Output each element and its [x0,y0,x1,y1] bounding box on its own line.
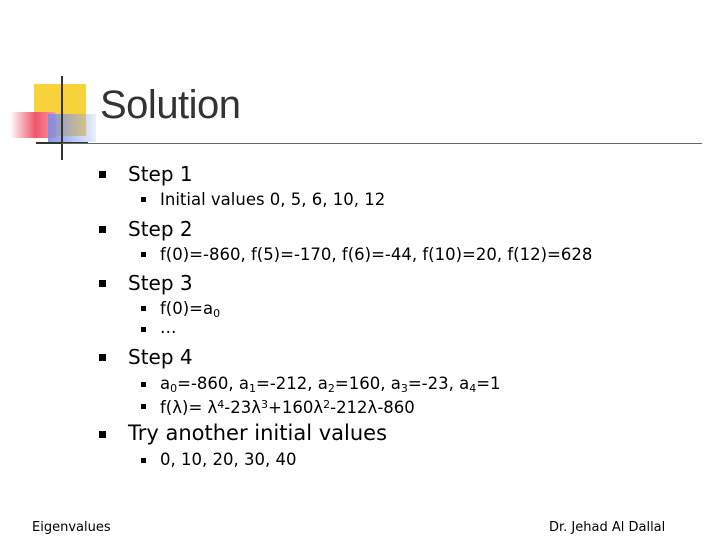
slide-title: Solution [100,83,241,127]
sub-bullet-icon [141,404,146,409]
coef-letter: a [238,374,250,393]
sub-bullet-icon [141,197,146,202]
step2-function-values: f(0)=-860, f(5)=-170, f(6)=-44, f(10)=20, f(12)=628 [160,245,593,264]
coef-value: =-212, [256,374,318,393]
coef-index: 1 [249,382,257,395]
bullet-icon [99,280,106,287]
decorative-blue-bar [48,114,96,142]
step2-label: Step 2 [128,217,193,241]
step4-label: Step 4 [128,345,193,369]
decorative-vertical-line [61,76,63,160]
poly-term: f(λ)= λ [160,398,218,417]
sub-bullet-icon [141,252,146,257]
coef-letter: a [317,374,328,393]
bullet-icon [99,354,106,361]
coef-letter: a [390,374,401,393]
step3-label: Step 3 [128,271,193,295]
coef-index: 0 [170,382,178,395]
poly-exponent: 2 [323,398,331,411]
sub-bullet-icon [141,306,146,311]
coef-index: 4 [469,382,477,395]
coef-letter: a [160,374,171,393]
coef-value: =-860, [177,374,239,393]
poly-exponent: 4 [217,398,225,411]
coef-index: 3 [400,382,408,395]
poly-exponent: 3 [261,398,269,411]
step3-ellipsis: … [160,318,177,337]
sub-bullet-icon [141,458,146,463]
step1-label: Step 1 [128,162,193,186]
sub-bullet-icon [141,382,146,387]
footer-author: Dr. Jehad Al Dallal [549,520,666,535]
step5-initial-values: 0, 10, 20, 30, 40 [160,450,297,469]
coef-value: =160, [334,374,391,393]
poly-term: +160λ [268,398,324,417]
coef-value: =1 [476,374,501,393]
step5-label: Try another initial values [128,421,388,445]
coef-letter: a [459,374,470,393]
poly-term: -23λ [224,398,262,417]
step3-a0-index: 0 [213,307,221,320]
bullet-icon [99,226,106,233]
footer-topic: Eigenvalues [32,520,111,535]
coef-value: =-23, [407,374,460,393]
bullet-icon [99,431,106,438]
step1-initial-values: Initial values 0, 5, 6, 10, 12 [160,190,386,209]
poly-term: -212λ-860 [330,398,415,417]
step4-polynomial [160,395,415,418]
bullet-icon [99,171,106,178]
sub-bullet-icon [141,327,146,332]
step3-a0-prefix: f(0)=a [160,299,214,318]
title-underline [62,143,702,144]
coef-index: 2 [327,382,335,395]
